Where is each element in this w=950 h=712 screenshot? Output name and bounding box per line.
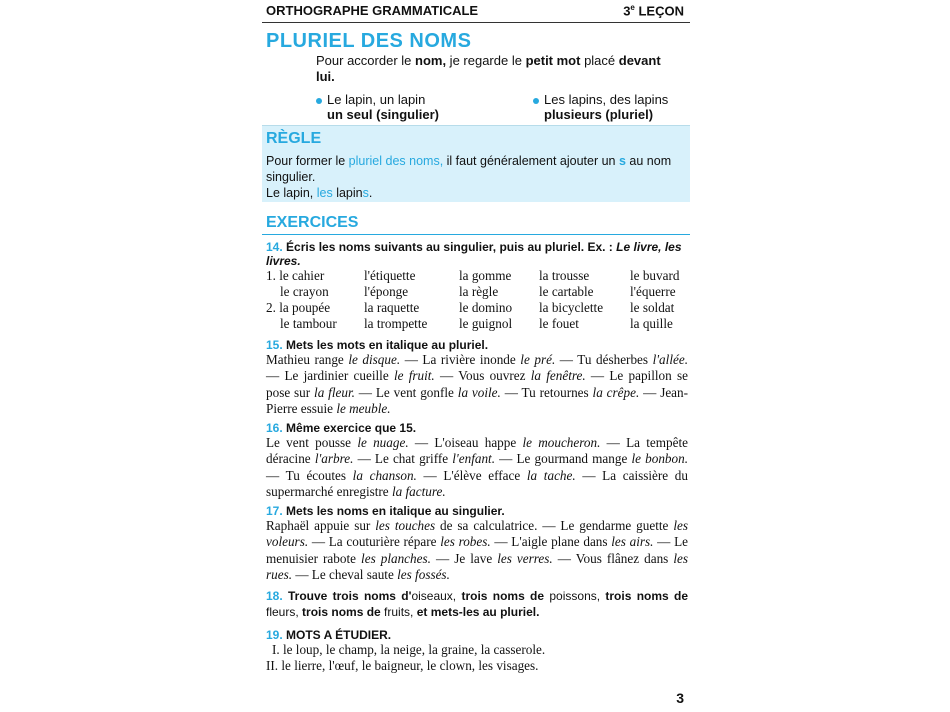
- bullet-icon: [533, 98, 539, 104]
- exercise-14-col1: 1. le cahier le crayon 2. la poupée le tambour: [266, 268, 337, 331]
- exercise-19: 19. MOTS A ÉTUDIER. I. le loup, le champ, la neige, la graine, la casserole. II. le lierre, l'œuf, le baigneur, le clown, les visages.: [266, 628, 546, 674]
- intro-text: Pour accorder le nom, je regarde le petit mot placé devant lui.: [316, 53, 661, 84]
- example-singular: Le lapin, un lapin un seul (singulier): [316, 92, 439, 122]
- page-header: [262, 0, 690, 23]
- textbook-page: [262, 0, 690, 712]
- exercises-title: EXERCICES: [266, 214, 359, 231]
- exercise-16: 16. Même exercice que 15. Le vent pousse le nuage. — L'oiseau happe le moucheron. — La tempête déracine l'arbre. — Le chat griffe l'enfant. — Le gourmand mange le bonbon. — Tu écoutes la chanson. — L'élève efface la tache. — La caissière du supermarché enregistre la facture.: [266, 421, 689, 500]
- rule-text: Pour former le pluriel des noms, il faut généralement ajouter un s au nom singulier. Le lapin, les lapins.: [266, 154, 672, 200]
- exercise-14-col5: le buvard l'équerre le soldat la quille: [630, 268, 680, 331]
- exercise-15: 15. Mets les mots en italique au pluriel. Mathieu range le disque. — La rivière inonde le pré. — Tu désherbes l'allée. — Le jardinier cueille le fruit. — Vous ouvrez la fenêtre. — Le papillon se pose sur la fleur. — Le vent gonfle la voile. — Tu retournes la crêpe. — Jean-Pierre essuie le meuble.: [266, 338, 689, 417]
- bullet-icon: [316, 98, 322, 104]
- exercise-14-col4: la trousse le cartable la bicyclette le fouet: [539, 268, 604, 331]
- page-number: 3: [676, 690, 684, 706]
- section-divider: [262, 234, 690, 235]
- page-title: PLURIEL DES NOMS: [266, 30, 472, 52]
- exercise-14-col2: l'étiquette l'éponge la raquette la trompette: [364, 268, 428, 331]
- header-lesson: 3e LEÇON: [623, 3, 684, 19]
- exercise-17: 17. Mets les noms en italique au singulier. Raphaël appuie sur les touches de sa calculatrice. — Le gendarme guette les voleurs. — La couturière répare les robes. — L'aigle plane dans les airs. — Le menuisier rabote les planches. — Je lave les verres. — Vous flânez dans les rues. — Le cheval saute les fossés.: [266, 504, 688, 583]
- header-subject: ORTHOGRAPHE GRAMMATICALE: [266, 3, 479, 18]
- exercise-14-col3: la gomme la règle le domino le guignol: [459, 268, 513, 331]
- example-plural: Les lapins, des lapins plusieurs (pluriel): [533, 92, 668, 122]
- rule-box: [262, 125, 690, 202]
- exercise-18: 18. Trouve trois noms d'oiseaux, trois noms de poissons, trois noms de fleurs, trois noms de fruits, et mets-les au pluriel.: [266, 589, 688, 619]
- exercise-14: 14. Écris les noms suivants au singulier, puis au pluriel. Ex. : Le livre, les livres.: [266, 240, 682, 268]
- rule-title: RÈGLE: [266, 130, 322, 147]
